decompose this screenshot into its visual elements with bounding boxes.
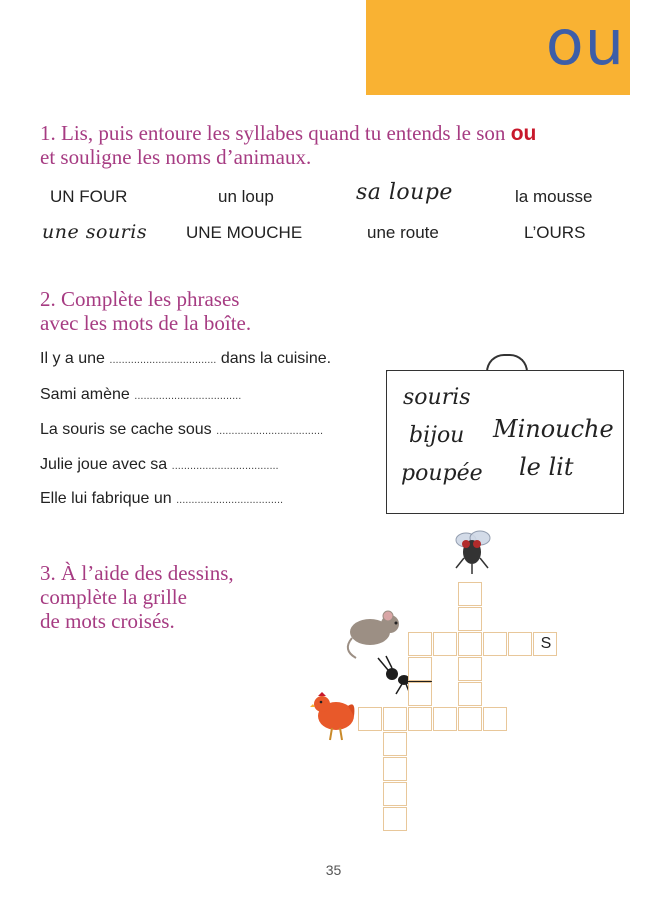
sentence-4-before: Julie joue avec sa: [40, 456, 168, 473]
box-word-souris: souris: [403, 385, 471, 410]
box-word-minouche: Minouche: [493, 415, 614, 443]
exercise1-instruction-line2: et souligne les noms d’animaux.: [40, 145, 312, 169]
crossword-cell[interactable]: [408, 657, 432, 681]
sentence-2-before: Sami amène: [40, 386, 130, 403]
crossword-cell[interactable]: [458, 657, 482, 681]
exercise2-instruction-line1: Complète les phrases: [61, 287, 240, 311]
sentence-5-before: Elle lui fabrique un: [40, 490, 172, 507]
exercise1-number: 1.: [40, 121, 56, 145]
exercise1-sound: ou: [510, 122, 537, 145]
crossword-cell[interactable]: [433, 632, 457, 656]
sentence-1-blank[interactable]: ...................................: [109, 354, 217, 366]
exercise3-instruction-line1: À l’aide des dessins,: [61, 561, 234, 585]
crossword-cell[interactable]: [458, 707, 482, 731]
crossword-cell[interactable]: [458, 607, 482, 631]
exercise2-number: 2.: [40, 287, 56, 311]
sentence-4-blank[interactable]: ...................................: [171, 460, 279, 472]
crossword-given-letter: S: [540, 635, 552, 652]
crossword-cell[interactable]: [458, 582, 482, 606]
page-number: 35: [325, 862, 342, 878]
page-title: ou: [545, 6, 625, 79]
word-un-loup[interactable]: un loup: [218, 187, 274, 206]
crossword-cell[interactable]: [383, 807, 407, 831]
sentence-1-before: Il y a une: [40, 350, 105, 367]
box-word-bijou: bijou: [409, 423, 465, 448]
crossword-cell[interactable]: [458, 682, 482, 706]
word-une-souris[interactable]: une souris: [42, 221, 148, 243]
exercise2-instruction-line2: avec les mots de la boîte.: [40, 311, 252, 335]
sentence-3-before: La souris se cache sous: [40, 421, 212, 438]
crossword-cell[interactable]: [483, 632, 507, 656]
word-un-four[interactable]: UN FOUR: [50, 187, 128, 206]
crossword-cell-given: [533, 632, 557, 656]
crossword-cell[interactable]: [408, 682, 432, 706]
exercise3-instruction-line2: complète la grille: [40, 585, 187, 609]
crossword-cell[interactable]: [483, 707, 507, 731]
crossword-cell[interactable]: [508, 632, 532, 656]
sentence-1-after: dans la cuisine.: [220, 350, 332, 367]
exercise3-number: 3.: [40, 561, 56, 585]
crossword-cell[interactable]: [383, 757, 407, 781]
crossword-cell[interactable]: [408, 707, 432, 731]
crossword-cell[interactable]: [358, 707, 382, 731]
word-une-mouche[interactable]: UNE MOUCHE: [186, 223, 303, 242]
crossword-cell[interactable]: [408, 632, 432, 656]
sentence-5-blank[interactable]: ...................................: [176, 494, 284, 506]
exercise1-instruction-line1: Lis, puis entoure les syllabes quand tu entends le son: [61, 121, 506, 145]
crossword-cell[interactable]: [383, 707, 407, 731]
word-l-ours[interactable]: L’OURS: [524, 223, 586, 242]
word-une-route[interactable]: une route: [367, 223, 439, 242]
sentence-2-blank[interactable]: ...................................: [134, 390, 242, 402]
word-la-mousse[interactable]: la mousse: [515, 187, 593, 206]
box-word-poupee: poupée: [401, 461, 483, 486]
sentence-3-blank[interactable]: ...................................: [216, 425, 324, 437]
crossword-cell[interactable]: [383, 732, 407, 756]
crossword-cell[interactable]: [458, 632, 482, 656]
exercise3-instruction-line3: de mots croisés.: [40, 609, 175, 633]
crossword-cell[interactable]: [433, 707, 457, 731]
crossword-cell[interactable]: [383, 782, 407, 806]
word-sa-loupe[interactable]: sa loupe: [356, 180, 453, 205]
box-word-le-lit: le lit: [519, 453, 574, 481]
